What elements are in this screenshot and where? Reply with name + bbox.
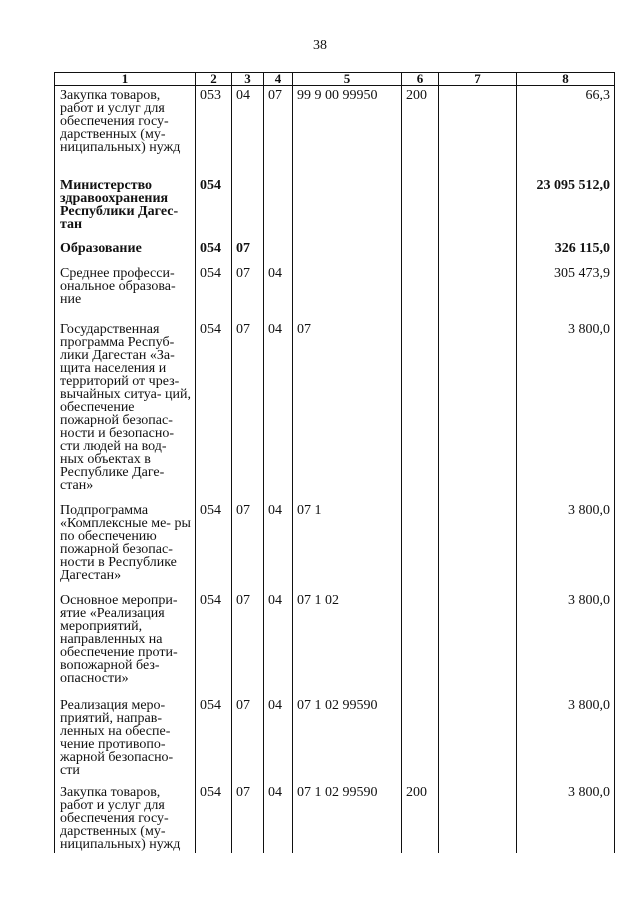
row-section-code: 07 [232,320,264,501]
row-expense-type [402,501,439,591]
row-column-7 [439,501,517,591]
row-ministry-code: 054 [196,696,232,783]
row-ministry-code: 053 [196,86,232,176]
row-amount: 3 800,0 [517,501,615,591]
row-name: Закупка товаров, работ и услуг для обеспечения госу- дарственных (му- ниципальных) нужд [55,783,196,853]
row-name: Министерство здравоохранения Республики Дагес- тан [55,176,196,239]
column-header-2: 2 [196,73,232,86]
row-expense-type [402,320,439,501]
row-amount: 305 473,9 [517,264,615,320]
row-column-7 [439,783,517,853]
row-name: Подпрограмма «Комплексные ме- ры по обеспечению пожарной безопас- ности в Республике Дагестан» [55,501,196,591]
row-target-article: 07 1 [293,501,402,591]
row-expense-type [402,264,439,320]
row-target-article: 07 1 02 99590 [293,696,402,783]
table-row [55,696,615,783]
row-ministry-code: 054 [196,264,232,320]
table-row [55,264,615,320]
table-row [55,501,615,591]
row-subsection-code: 04 [264,501,293,591]
row-section-code: 07 [232,239,264,264]
row-column-7 [439,320,517,501]
row-section-code: 07 [232,264,264,320]
table-row [55,86,615,176]
column-header-8: 8 [517,73,615,86]
row-expense-type [402,239,439,264]
row-section-code: 07 [232,591,264,696]
column-header-4: 4 [264,73,293,86]
row-expense-type: 200 [402,783,439,853]
column-header-7: 7 [439,73,517,86]
row-target-article: 07 1 02 99590 [293,783,402,853]
row-subsection-code: 04 [264,264,293,320]
row-section-code [232,176,264,239]
row-name: Реализация меро- приятий, направ- ленных на обеспе- чение противопо- жарной безопасно- сти [55,696,196,783]
row-subsection-code: 04 [264,783,293,853]
table-row [55,239,615,264]
row-section-code: 07 [232,783,264,853]
column-header-5: 5 [293,73,402,86]
row-expense-type [402,591,439,696]
row-target-article [293,264,402,320]
row-column-7 [439,696,517,783]
row-name: Государственная программа Респуб- лики Дагестан «За- щита населения и территорий от чрез- вычайных ситуа- ций, обеспечение пожарной безопас- ности и безопасно- сти людей на вод- ных объектах в Республике Даге- стан» [55,320,196,501]
row-target-article: 99 9 00 99950 [293,86,402,176]
row-target-article: 07 1 02 [293,591,402,696]
row-ministry-code: 054 [196,320,232,501]
row-ministry-code: 054 [196,783,232,853]
row-expense-type [402,696,439,783]
row-column-7 [439,239,517,264]
row-subsection-code: 07 [264,86,293,176]
row-column-7 [439,264,517,320]
row-amount: 3 800,0 [517,783,615,853]
row-expense-type: 200 [402,86,439,176]
table-header-row [55,73,615,86]
row-subsection-code [264,176,293,239]
table-row [55,176,615,239]
row-ministry-code: 054 [196,176,232,239]
row-name: Образование [55,239,196,264]
row-column-7 [439,86,517,176]
row-target-article [293,176,402,239]
row-amount: 66,3 [517,86,615,176]
row-amount: 3 800,0 [517,320,615,501]
row-target-article: 07 [293,320,402,501]
row-section-code: 07 [232,696,264,783]
row-subsection-code: 04 [264,696,293,783]
column-header-1: 1 [55,73,196,86]
row-expense-type [402,176,439,239]
row-ministry-code: 054 [196,591,232,696]
row-name: Основное меропри- ятие «Реализация мероприятий, направленных на обеспечение проти- вопожарной без- опасности» [55,591,196,696]
row-name: Среднее професси- ональное образова- ние [55,264,196,320]
row-amount: 3 800,0 [517,591,615,696]
column-header-3: 3 [232,73,264,86]
row-ministry-code: 054 [196,501,232,591]
table-row [55,320,615,501]
row-subsection-code: 04 [264,320,293,501]
row-section-code: 07 [232,501,264,591]
row-amount: 326 115,0 [517,239,615,264]
row-amount: 23 095 512,0 [517,176,615,239]
row-ministry-code: 054 [196,239,232,264]
table-row [55,591,615,696]
row-subsection-code [264,239,293,264]
page-number: 38 [313,38,327,53]
row-name: Закупка товаров, работ и услуг для обеспечения госу- дарственных (му- ниципальных) нужд [55,86,196,176]
row-column-7 [439,176,517,239]
budget-table [54,72,615,853]
table-row [55,783,615,853]
column-header-6: 6 [402,73,439,86]
row-amount: 3 800,0 [517,696,615,783]
row-column-7 [439,591,517,696]
row-target-article [293,239,402,264]
row-section-code: 04 [232,86,264,176]
row-subsection-code: 04 [264,591,293,696]
